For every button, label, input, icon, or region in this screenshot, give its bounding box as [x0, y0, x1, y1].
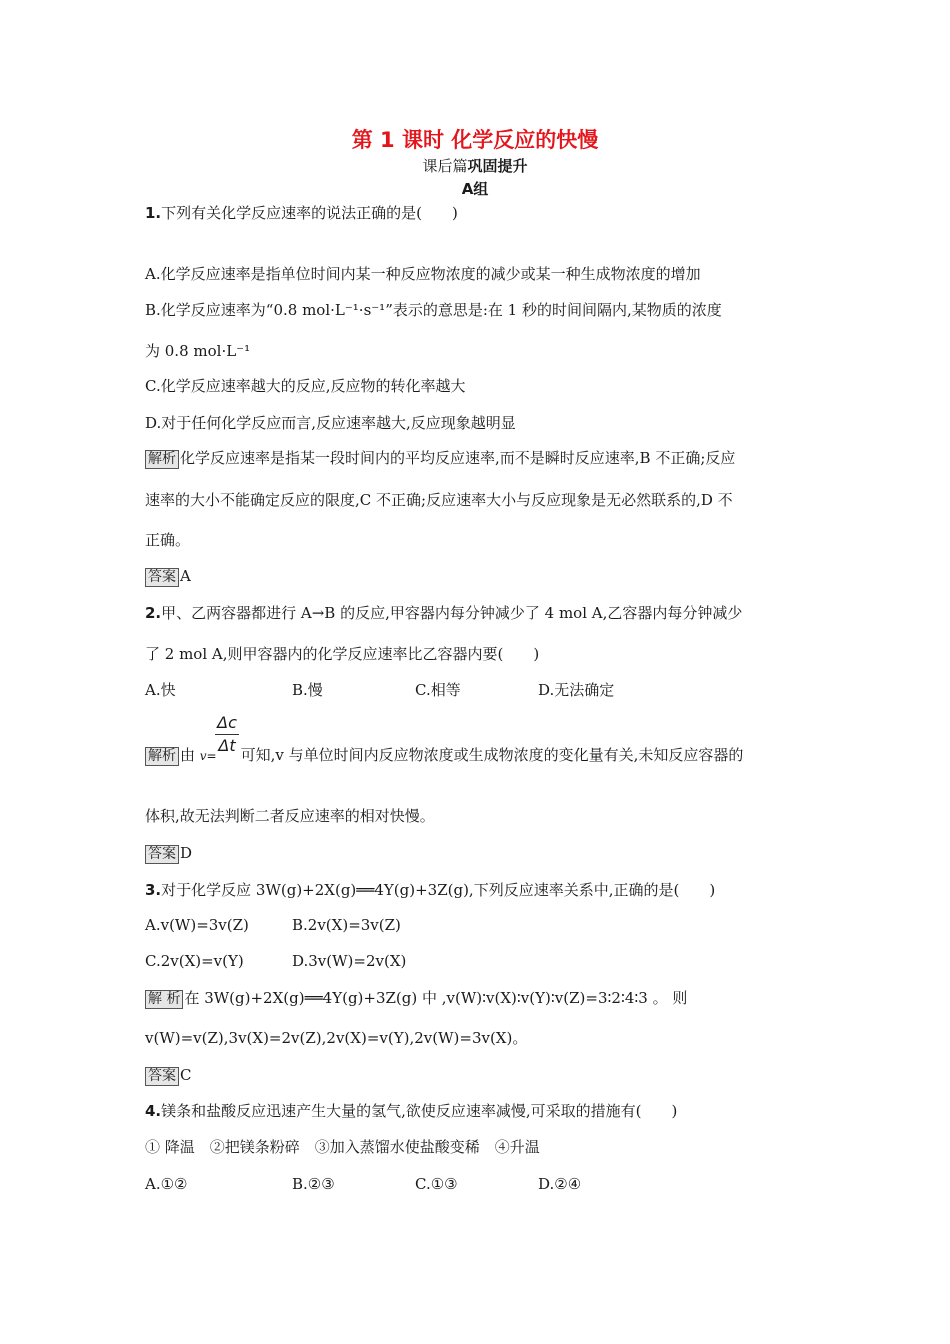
q1-option-a: A.化学反应速率是指单位时间内某一种反应物浓度的减少或某一种生成物浓度的增加 — [145, 265, 701, 283]
q1-analysis-line1 — [145, 448, 735, 469]
q2-stem-line2: 了 2 mol A,则甲容器内的化学反应速率比乙容器内要( ) — [145, 645, 540, 663]
q3-option-b: B.2v(X)=3v(Z) — [292, 916, 401, 934]
q3-option-c: C.2v(X)=v(Y) — [145, 952, 244, 970]
q1-analysis-text1: 化学反应速率是指某一段时间内的平均反应速率,而不是瞬时反应速率,B 不正确;反应 — [180, 449, 736, 467]
q4-option-b: B.②③ — [292, 1175, 335, 1193]
group-label: A组 — [461, 180, 489, 198]
q3-answer-value: C — [180, 1066, 192, 1084]
answer-tag: 答案 — [145, 568, 179, 587]
q1-option-d: D.对于任何化学反应而言,反应速率越大,反应现象越明显 — [145, 414, 516, 432]
q2-stem-line1 — [145, 603, 742, 623]
q2-option-b: B.慢 — [292, 681, 323, 699]
q2-analysis-line1 — [145, 745, 743, 766]
q1-answer — [145, 566, 191, 587]
q3-analysis-line1 — [145, 988, 687, 1009]
q2-option-d: D.无法确定 — [538, 681, 615, 699]
fraction-denominator: Δt — [218, 736, 236, 755]
lesson-title: 第 1 课时 化学反应的快慢 — [351, 128, 599, 152]
subtitle-prefix: 课后篇 — [422, 157, 468, 175]
q1-number: 1. — [145, 204, 162, 222]
q3-stem-text: 对于化学反应 3W(g)+2X(g)══4Y(g)+3Z(g),下列反应速率关系中,正确的是( ) — [161, 881, 716, 899]
q4-stem — [145, 1101, 677, 1121]
q3-number: 3. — [145, 881, 162, 899]
q4-stem-text: 镁条和盐酸反应迅速产生大量的氢气,欲使反应速率减慢,可采取的措施有( ) — [161, 1102, 678, 1120]
q1-answer-value: A — [180, 567, 191, 585]
q2-answer — [145, 843, 192, 864]
analysis-tag: 解析 — [145, 450, 179, 469]
analysis-tag: 解析 — [145, 747, 179, 766]
answer-tag: 答案 — [145, 845, 179, 864]
q2-analysis-post: 可知,v 与单位时间内反应物浓度或生成物浓度的变化量有关,未知反应容器的 — [240, 746, 744, 764]
q4-option-d: D.②④ — [538, 1175, 582, 1193]
q4-option-a: A.①② — [145, 1175, 188, 1193]
q3-stem — [145, 880, 715, 900]
q1-option-b-line1: B.化学反应速率为“0.8 mol·L⁻¹·s⁻¹”表示的意思是:在 1 秒的时间间隔内,某物质的浓度 — [145, 301, 722, 319]
q3-analysis-line2: v(W)=v(Z),3v(X)=2v(Z),2v(X)=v(Y),2v(W)=3v(X)。 — [145, 1029, 528, 1047]
q2-option-a: A.快 — [145, 681, 176, 699]
q2-answer-value: D — [180, 844, 193, 862]
q3-option-d: D.3v(W)=2v(X) — [292, 952, 407, 970]
q3-analysis-text1: 在 3W(g)+2X(g)══4Y(g)+3Z(g) 中 ,v(W)∶v(X)∶v(Y)∶v(Z)=3∶2∶4∶3 。 则 — [184, 989, 688, 1007]
q2-analysis-line2: 体积,故无法判断二者反应速率的相对快慢。 — [145, 807, 435, 825]
q2-analysis-v: v= — [199, 749, 217, 763]
subtitle-bold: 巩固提升 — [467, 157, 528, 175]
fraction-numerator: Δc — [215, 712, 239, 735]
q2-number: 2. — [145, 604, 162, 622]
section-subtitle — [0, 155, 950, 176]
q4-number: 4. — [145, 1102, 162, 1120]
q1-option-b-line2: 为 0.8 mol·L⁻¹ — [145, 342, 251, 360]
q1-option-c: C.化学反应速率越大的反应,反应物的转化率越大 — [145, 377, 466, 395]
q2-option-c: C.相等 — [415, 681, 461, 699]
q2-stem-text1: 甲、乙两容器都进行 A→B 的反应,甲容器内每分钟减少了 4 mol A,乙容器内每分钟减少 — [161, 604, 743, 622]
q1-analysis-line3: 正确。 — [145, 531, 191, 549]
analysis-tag: 解 析 — [145, 990, 183, 1009]
q1-analysis-line2: 速率的大小不能确定反应的限度,C 不正确;反应速率大小与反应现象是无必然联系的,D 不 — [145, 491, 733, 509]
q4-items: ① 降温 ②把镁条粉碎 ③加入蒸馏水使盐酸变稀 ④升温 — [145, 1138, 540, 1156]
q2-analysis-pre: 由 — [180, 746, 200, 764]
answer-tag: 答案 — [145, 1067, 179, 1086]
q4-option-c: C.①③ — [415, 1175, 458, 1193]
q1-stem — [145, 203, 458, 223]
q3-answer — [145, 1065, 191, 1086]
q1-stem-text: 下列有关化学反应速率的说法正确的是( ) — [161, 204, 458, 222]
q3-option-a: A.v(W)=3v(Z) — [145, 916, 249, 934]
